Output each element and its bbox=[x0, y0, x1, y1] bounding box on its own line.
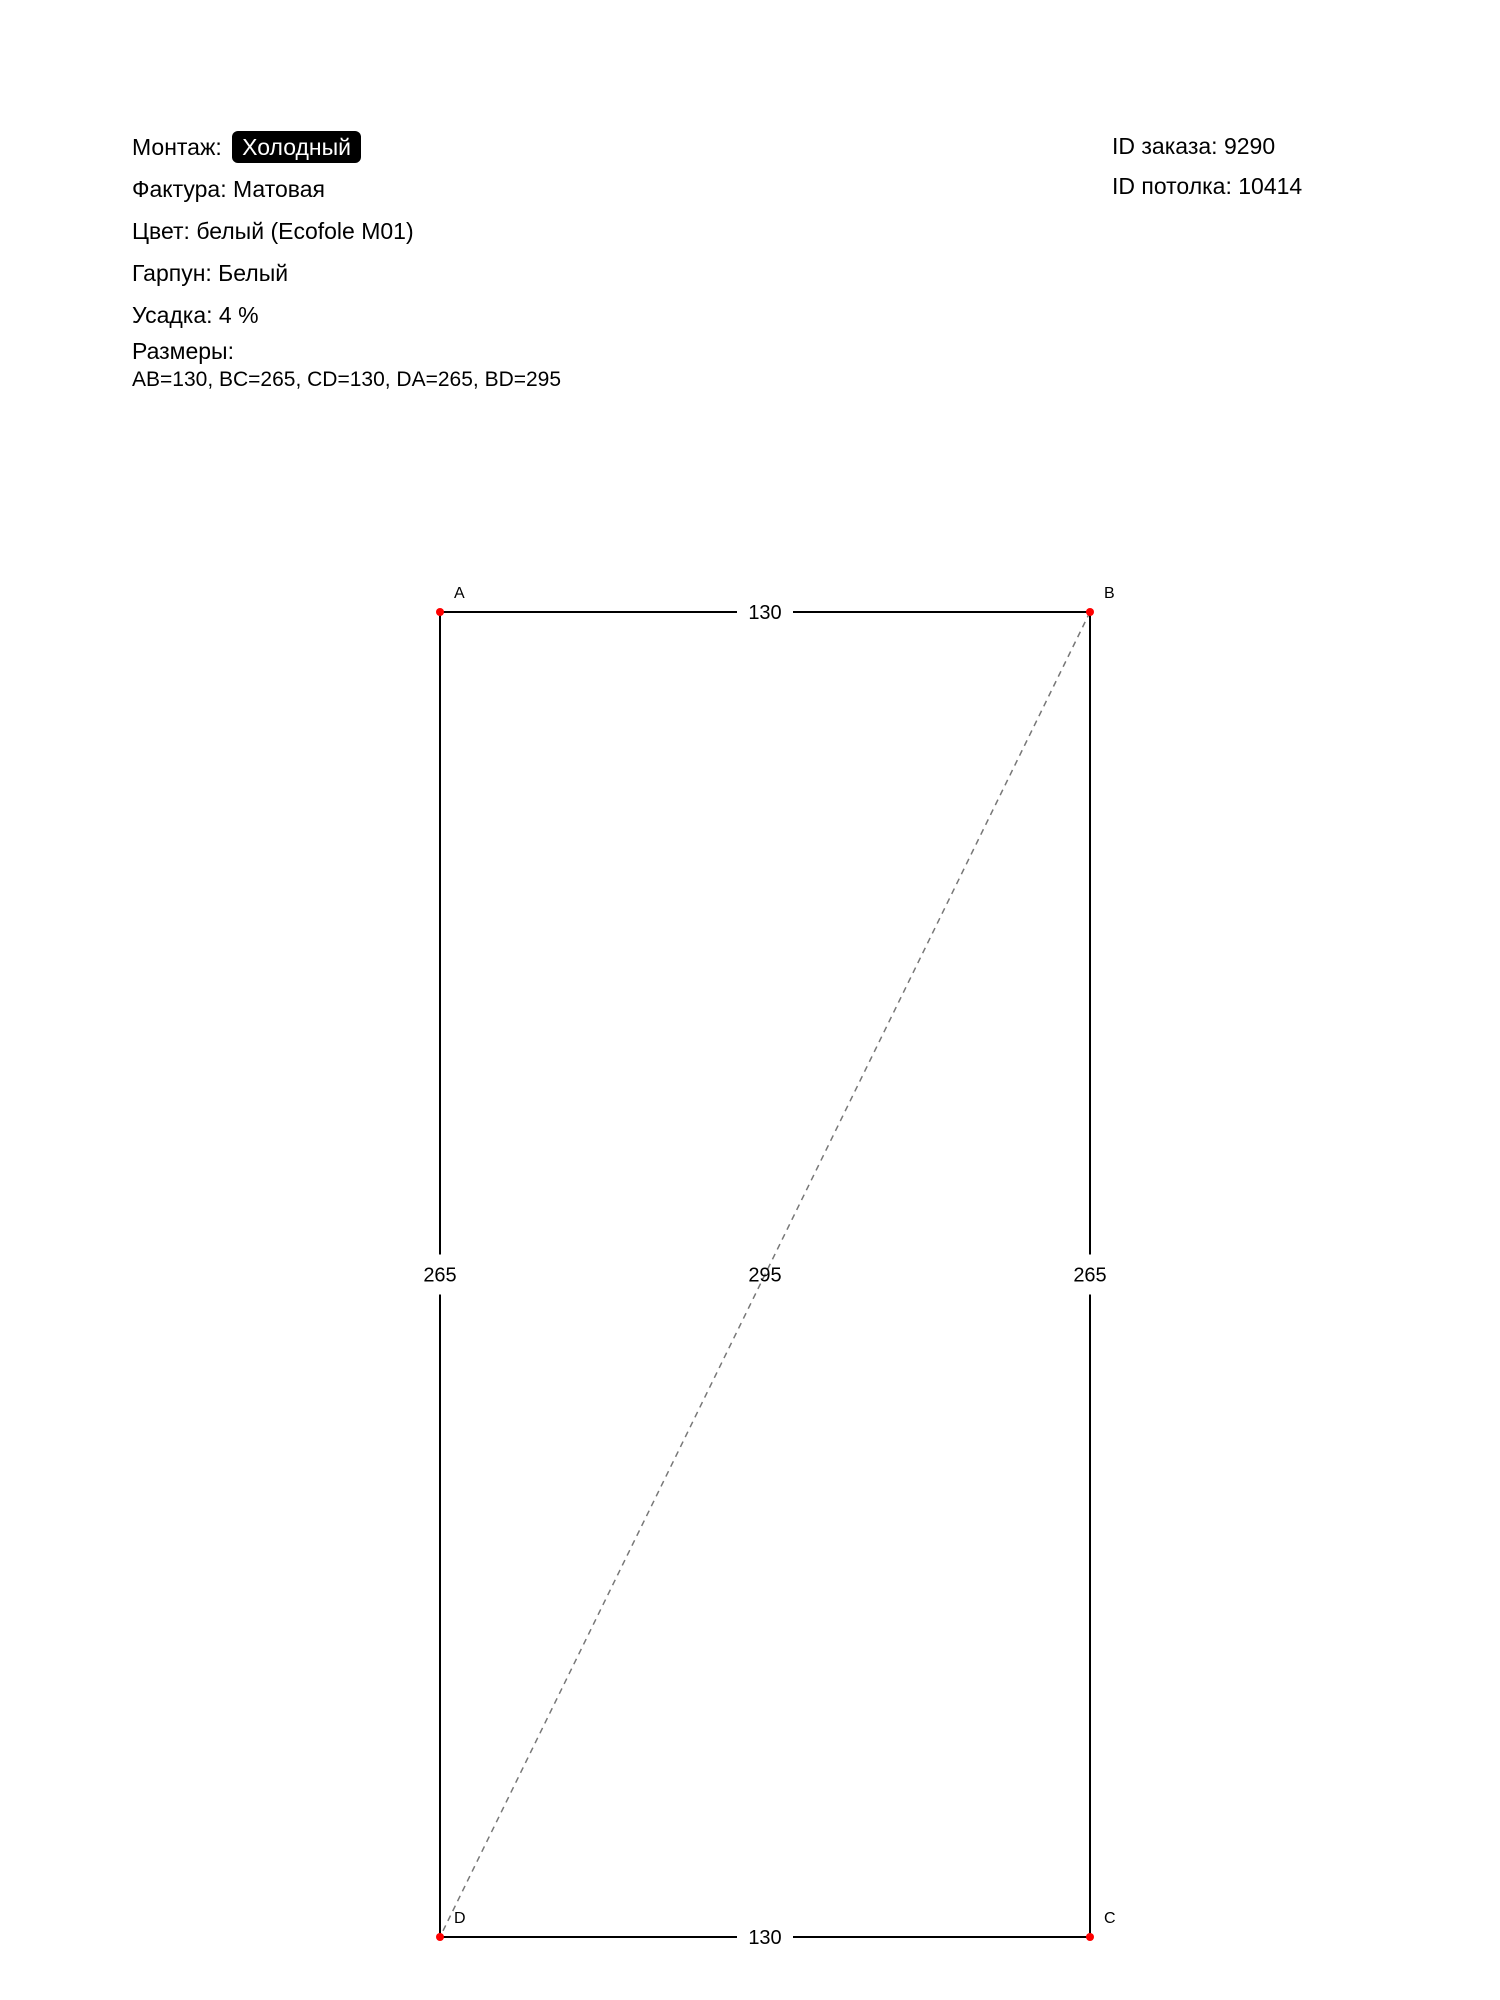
sizes-label: Размеры: bbox=[132, 338, 234, 364]
point-label-D: D bbox=[454, 1910, 466, 1927]
point-label-B: B bbox=[1104, 585, 1115, 602]
shrink-row: Усадка: 4 % bbox=[132, 302, 259, 328]
harpoon-row: Гарпун: Белый bbox=[132, 260, 289, 286]
point-A bbox=[436, 608, 444, 616]
montage-badge: Холодный bbox=[232, 131, 361, 163]
edge-label-CD: 130 bbox=[748, 1927, 782, 1949]
sizes-values: AB=130, BC=265, CD=130, DA=265, BD=295 bbox=[132, 368, 562, 391]
point-label-A: A bbox=[454, 585, 465, 602]
point-label-C: C bbox=[1104, 1910, 1116, 1927]
point-C bbox=[1086, 1933, 1094, 1941]
texture-row: Фактура: Матовая bbox=[132, 176, 325, 202]
point-B bbox=[1086, 608, 1094, 616]
edge-label-BC: 265 bbox=[1073, 1264, 1107, 1287]
edge-label-DA: 265 bbox=[423, 1264, 457, 1287]
edge-label-AB: 130 bbox=[748, 602, 782, 624]
edge-label-BD: 295 bbox=[748, 1264, 782, 1287]
color-row: Цвет: белый (Ecofole M01) bbox=[132, 218, 414, 244]
ceiling-id: ID потолка: 10414 bbox=[1112, 173, 1303, 199]
point-D bbox=[436, 1933, 444, 1941]
order-id: ID заказа: 9290 bbox=[1112, 133, 1276, 159]
montage-label: Монтаж: bbox=[132, 134, 222, 160]
